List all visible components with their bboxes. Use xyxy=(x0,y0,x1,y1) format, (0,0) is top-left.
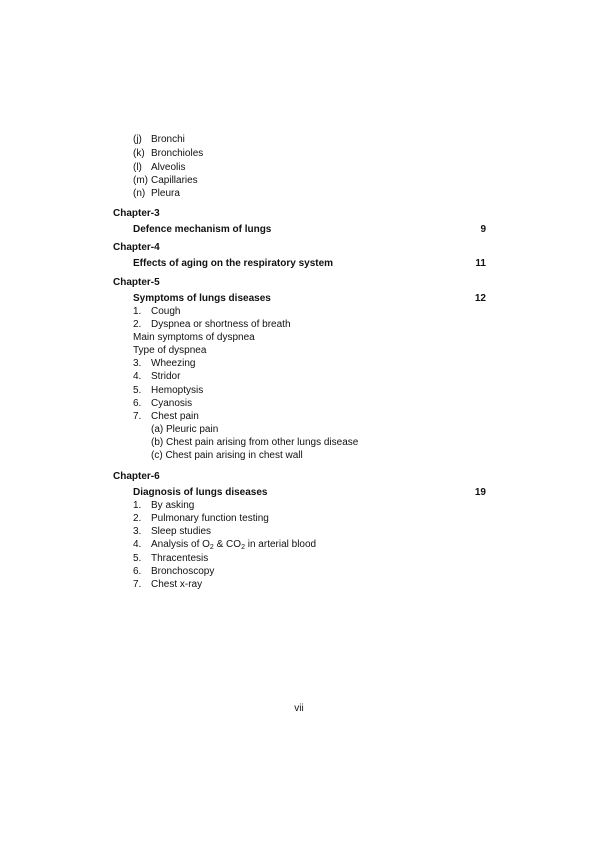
sub-item: (c) Chest pain arising in chest wall xyxy=(151,450,303,461)
list-item: 4. Analysis of $O_2$ & $CO_2$ in arterial blood xyxy=(133,539,317,551)
note-line: Main symptoms of dyspnea xyxy=(133,332,255,343)
sub-item: (b) Chest pain arising from other lungs disease xyxy=(151,437,359,448)
page-footer-number: vii xyxy=(294,703,304,714)
list-item: 2. Pulmonary function testing xyxy=(133,513,269,524)
list-item: 5. Hemoptysis xyxy=(133,385,204,396)
list-item: 7. Chest pain xyxy=(133,411,199,422)
chapter-heading: Chapter-5 xyxy=(113,277,160,288)
chapter-title: Symptoms of lungs diseases xyxy=(133,293,271,304)
sub-item: (a) Pleuric pain xyxy=(151,424,219,435)
chapter-title: Diagnosis of lungs diseases xyxy=(133,487,268,498)
list-item: 2. Dyspnea or shortness of breath xyxy=(133,319,291,330)
chapter-heading: Chapter-4 xyxy=(113,242,160,253)
list-item: 3. Sleep studies xyxy=(133,526,212,537)
note-line: Type of dyspnea xyxy=(133,345,207,356)
page-number: 12 xyxy=(474,293,486,304)
list-item: 3. Wheezing xyxy=(133,358,196,369)
list-item: (m) Capillaries xyxy=(133,175,198,186)
page-number: 11 xyxy=(475,258,486,269)
page-number: 9 xyxy=(480,224,486,235)
list-item: 6. Cyanosis xyxy=(133,398,193,409)
list-item: (n) Pleura xyxy=(133,188,180,199)
list-item: (l) Alveolis xyxy=(133,162,186,173)
list-item: 1. By asking xyxy=(133,500,195,511)
chapter-title: Effects of aging on the respiratory system xyxy=(133,258,334,269)
chapter-heading: Chapter-6 xyxy=(113,471,160,482)
chapter-heading: Chapter-3 xyxy=(113,208,160,219)
list-item: 7. Chest x-ray xyxy=(133,579,203,590)
list-item: (k) Bronchioles xyxy=(133,148,204,159)
list-item: 4. Stridor xyxy=(133,371,181,382)
list-item: 1. Cough xyxy=(133,306,181,317)
chapter-title: Defence mechanism of lungs xyxy=(133,224,272,235)
list-item: 6. Bronchoscopy xyxy=(133,566,215,577)
page-number: 19 xyxy=(474,487,486,498)
list-item: 5. Thracentesis xyxy=(133,553,209,564)
list-item: (j) Bronchi xyxy=(133,134,185,145)
